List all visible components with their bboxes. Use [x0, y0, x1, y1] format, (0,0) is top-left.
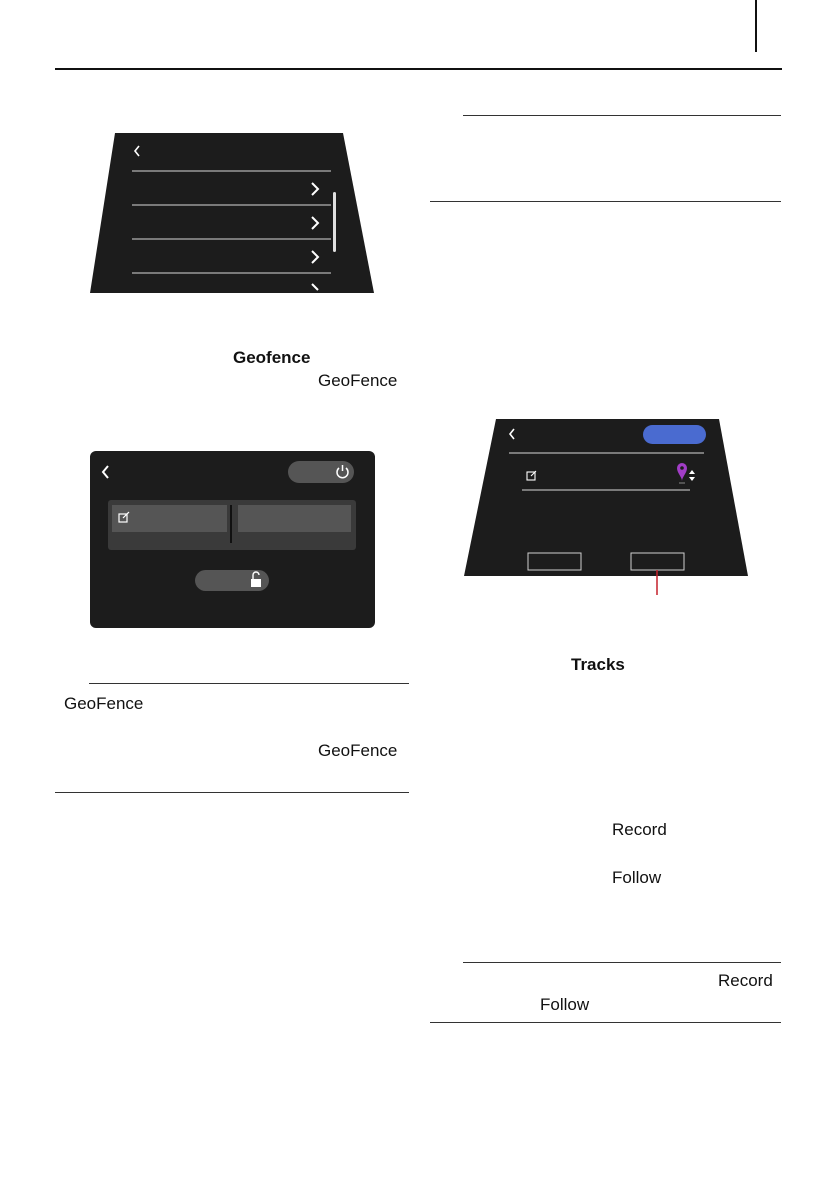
menu-screen-figure	[90, 133, 375, 293]
note-rule-top	[89, 683, 409, 684]
note-follow-label: Follow	[540, 995, 590, 1014]
scrollbar[interactable]	[333, 192, 336, 252]
power-toggle[interactable]	[288, 461, 354, 483]
tracks-screen-figure	[464, 419, 749, 595]
tracks-heading: Tracks	[571, 655, 625, 674]
record-label: Record	[612, 820, 667, 839]
right-note-rule-bottom	[430, 201, 781, 202]
right-note2-rule-bottom	[430, 1022, 781, 1023]
geofence-name-field[interactable]	[112, 505, 227, 532]
right-note-rule-top	[463, 115, 781, 116]
note-geofence-term-1: GeoFence	[64, 694, 144, 713]
note-geofence-term-2: GeoFence	[318, 741, 398, 760]
crop-mark	[755, 0, 757, 52]
geofence-detail-field[interactable]	[238, 505, 351, 532]
note-rule-bottom	[55, 792, 409, 793]
geofence-heading: Geofence	[233, 348, 311, 367]
geofence-term: GeoFence	[318, 371, 398, 390]
lock-toggle[interactable]	[195, 570, 269, 591]
note-record-label: Record	[718, 971, 773, 990]
tracks-action-button[interactable]	[643, 425, 706, 444]
header-rule	[55, 68, 782, 70]
follow-label: Follow	[612, 868, 662, 887]
right-note2-rule-top	[463, 962, 781, 963]
geofence-screen-figure	[90, 451, 375, 628]
